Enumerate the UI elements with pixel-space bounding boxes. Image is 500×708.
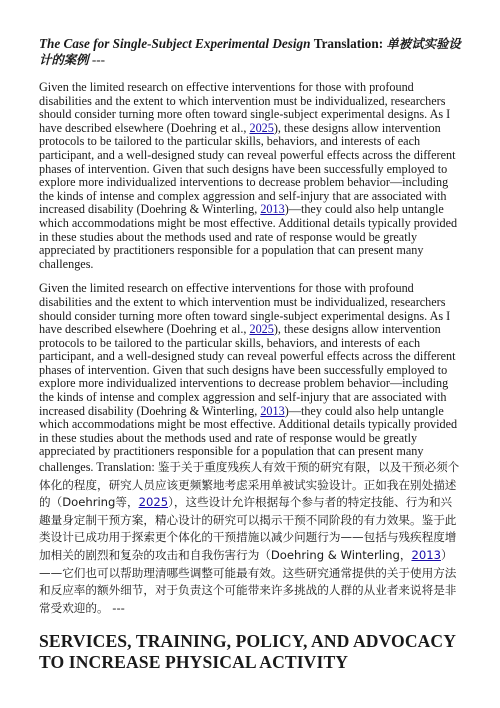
paragraph-1 <box>39 81 461 271</box>
paragraph-1-text-a: Given the limited research on effective interventions for those with profound disabilities and the extent to which intervention must be individualized, researchers should consider turning more often toward single-subject experimental designs. As I have described elsewhere (Doehring et al., <box>39 80 451 135</box>
paragraph-2 <box>39 282 461 617</box>
translation-label: Translation: <box>313 36 384 51</box>
citation-link-2013[interactable]: 2013 <box>260 403 285 418</box>
citation-link-2013[interactable]: 2013 <box>260 202 285 217</box>
chinese-translation-c: ）——它们也可以帮助理清哪些调整可能最有效。这些研究通常提供的关于使用方法和反应率的额外细节，对于负责这个可能带来许多挑战的人群的从业者来说将是非常受欢迎的。 <box>39 548 457 615</box>
cn-citation-link-2025[interactable]: 2025 <box>138 495 169 510</box>
article-title: The Case for Single-Subject Experimental Design <box>39 36 311 51</box>
paragraph-2-text-a: Given the limited research on effective interventions for those with profound disabilities and the extent to which intervention must be individualized, researchers should consider turning more often toward single-subject experimental designs. As I have described elsewhere (Doehring et al., <box>39 281 451 337</box>
citation-link-2025[interactable]: 2025 <box>249 120 274 135</box>
cn-citation-link-2013[interactable]: 2013 <box>411 548 441 562</box>
paragraph-2-text-b: ), these designs allow intervention protocols to be tailored to the particular skills, behaviors, and interests of each participant, and a well-designed study can reveal powerful effects across the different phases of intervention. Given that such designs have been successfully employed to explore more individualized interventions to decrease problem behavior—including the kinds of intense and complex aggression and self-injury that are associated with increased disability (Doehring & Winterling, <box>39 322 456 418</box>
paragraph-2-suffix: --- <box>108 600 125 615</box>
heading-suffix: --- <box>88 52 106 67</box>
paragraph-1-text-b: ), these designs allow intervention protocols to be tailored to the particular skills, behaviors, and interests of each participant, and a well-designed study can reveal powerful effects across the different phases of intervention. Given that such designs have been successfully employed to explore more individualized interventions to decrease problem behavior—including the kinds of intense and complex aggression and self-injury that are associated with increased disability (Doehring & Winterling, <box>39 120 456 217</box>
document-heading <box>39 36 461 68</box>
chinese-translation-b: ），这些设计允许根据每个参与者的特定技能、行为和兴趣量身定制干预方案，精心设计的研究可以揭示干预不同阶段的有力效果。鉴于此类设计已成功用于探索更个体化的干预措施以减少问题行为——包括与残疾程度增加相关的剧烈和复杂的攻击和自我伤害行为（Doehring & Winterling， <box>39 495 457 562</box>
chinese-translation-a: 鉴于关于重度残疾人有效干预的研究有限，以及干预必须个体化的程度，研究人员应该更频繁地考虑采用单被试实验设计。正如我在别处描述的（Doehring等， <box>39 460 460 510</box>
paragraph-2-text-c: )—they could also help untangle which accommodations might be most effective. Additional details typically provided in these studies about the methods used and rate of response would be greatly appreciated by practitioners responsible for a population that can present many challenges. Translation: <box>39 403 458 475</box>
paragraph-1-text-c: )—they could also help untangle which accommodations might be most effective. Additional details typically provided in these studies about the methods used and rate of response would be greatly appreciated by practitioners responsible for a population that can present many challenges. <box>39 202 458 271</box>
section-title: SERVICES, TRAINING, POLICY, AND ADVOCACY TO INCREASE PHYSICAL ACTIVITY <box>39 631 456 673</box>
chinese-title: 单被试实验设计的案例 <box>39 36 461 67</box>
citation-link-2025[interactable]: 2025 <box>249 322 274 337</box>
